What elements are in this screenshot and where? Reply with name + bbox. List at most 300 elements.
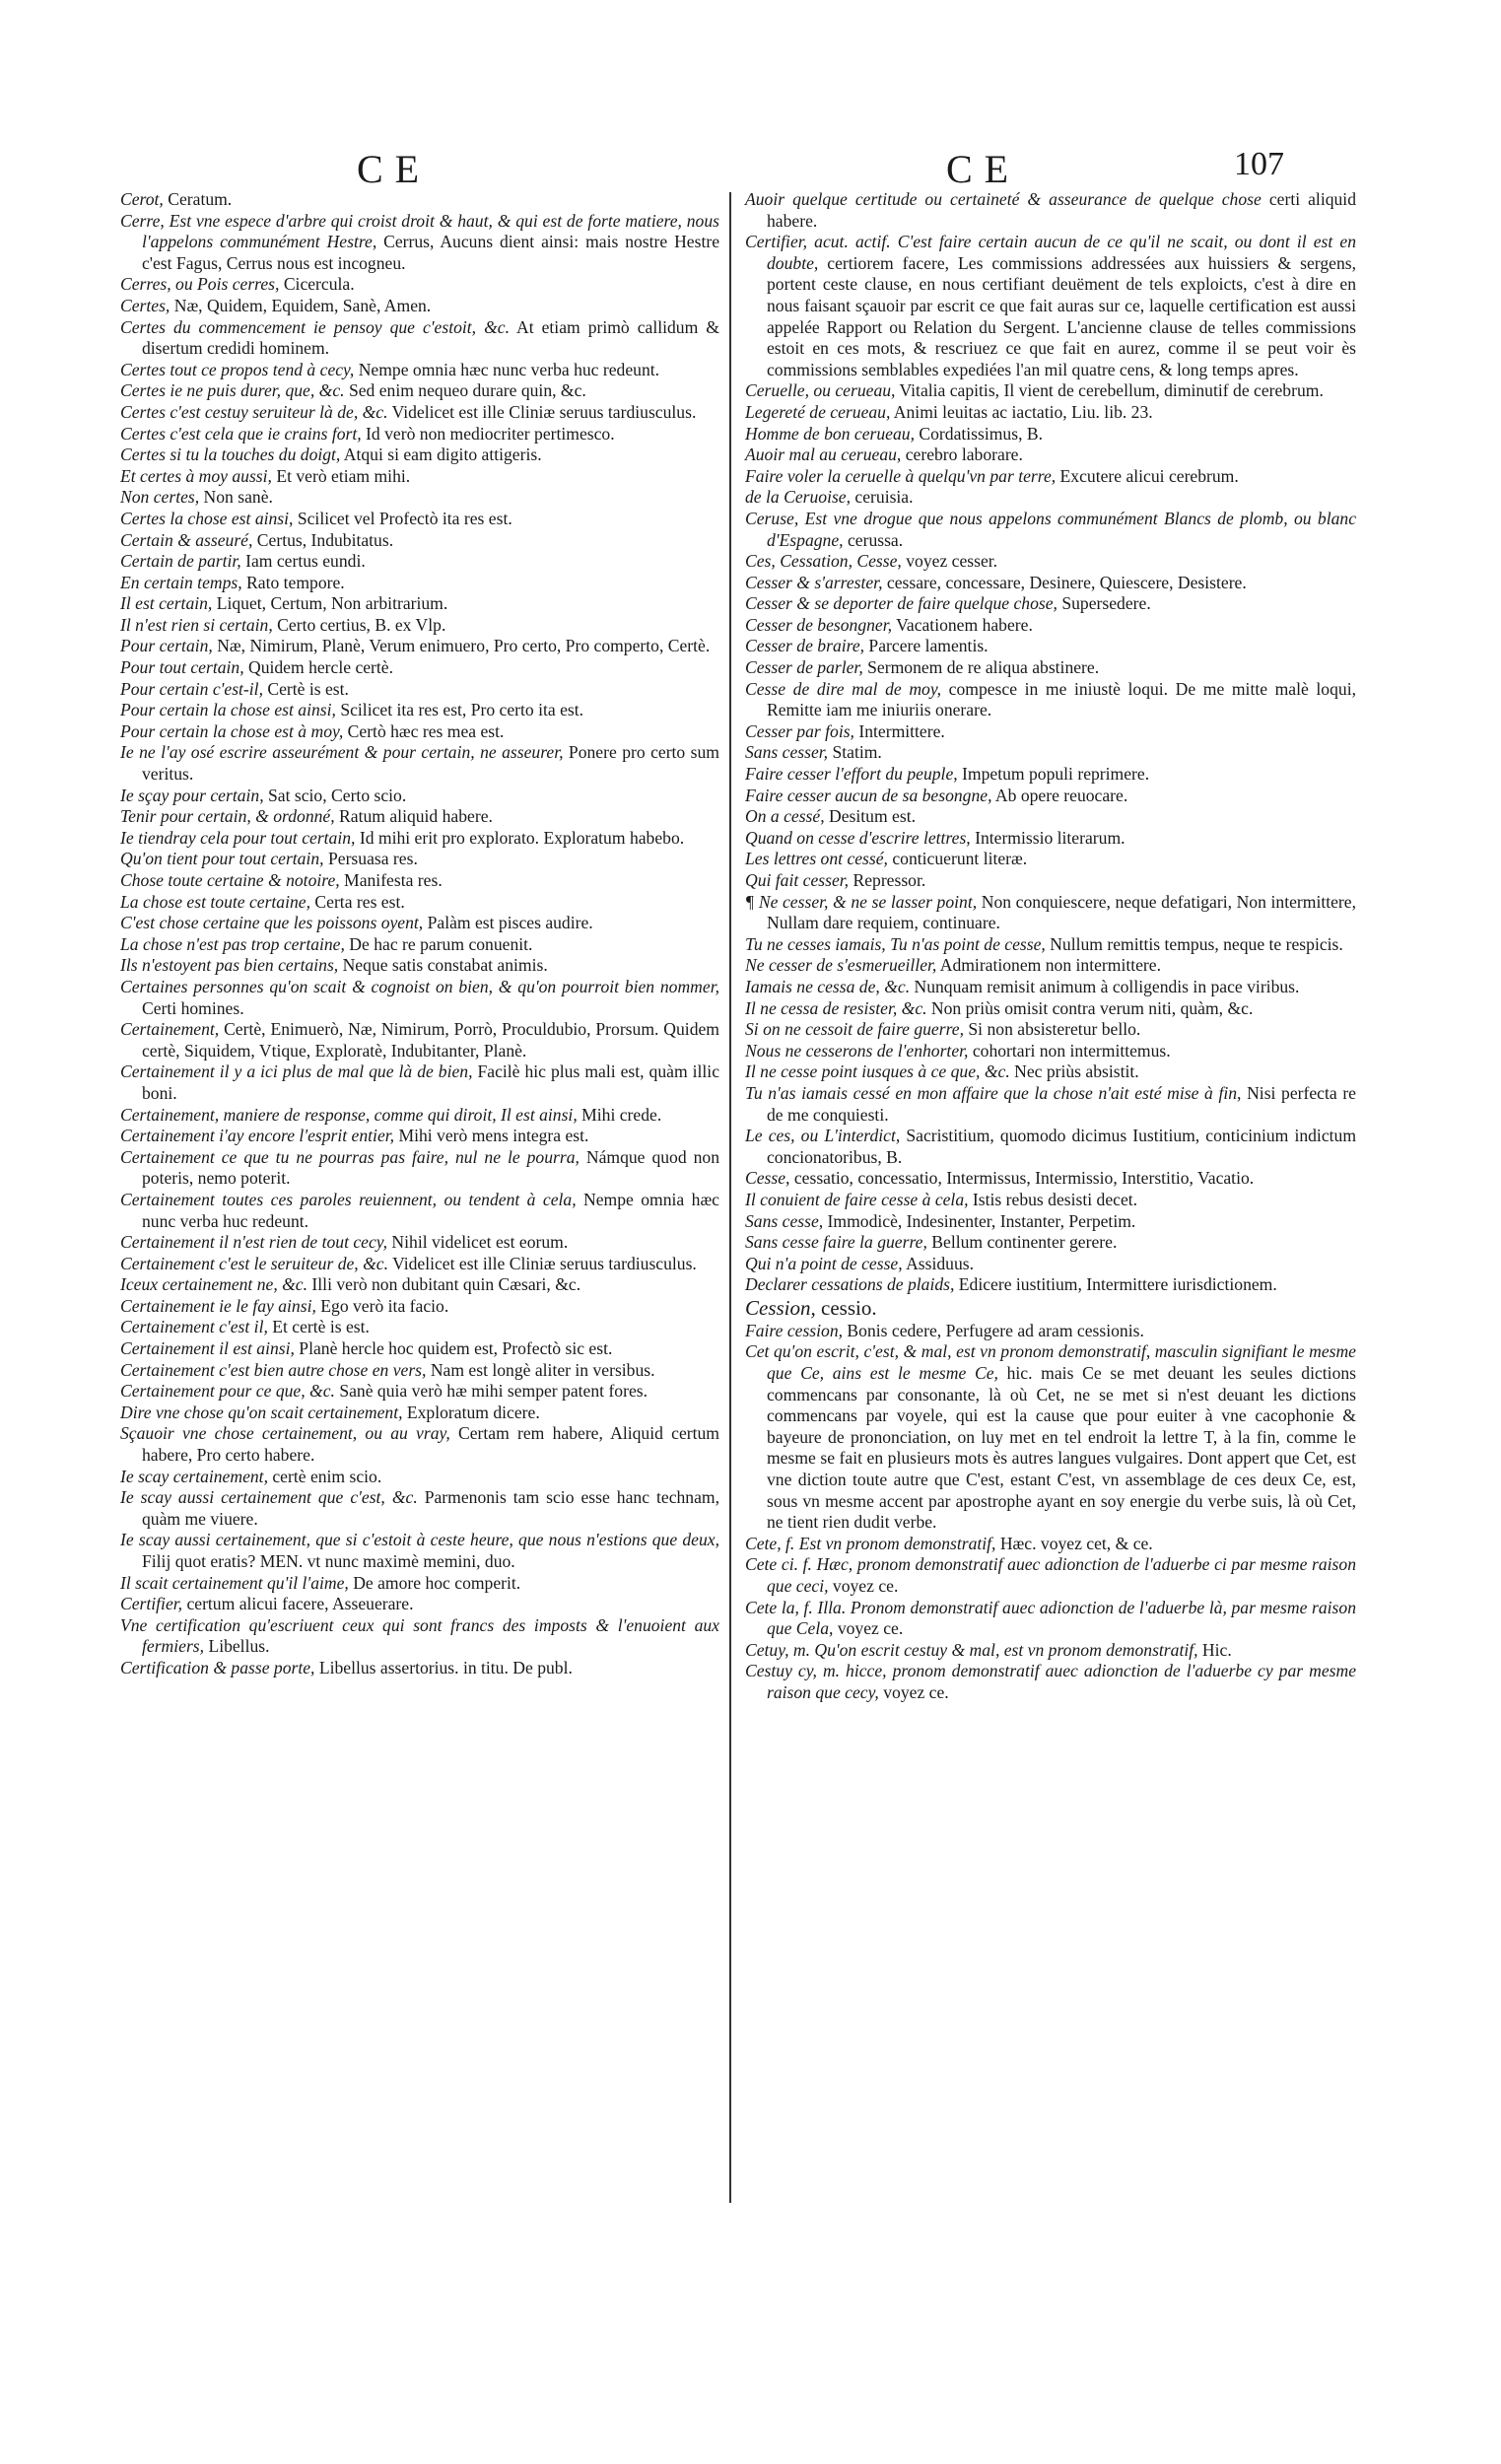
- dictionary-entry: [120, 955, 719, 977]
- latin-text: Nec priùs absistit.: [1009, 1061, 1139, 1082]
- french-text: Ces, Cessation, Cesse,: [745, 551, 902, 572]
- latin-text: Sermonem de re aliqua abstinere.: [862, 657, 1100, 678]
- latin-text: Mihi verò mens integra est.: [394, 1126, 589, 1146]
- dictionary-entry: [745, 657, 1356, 679]
- dictionary-entry: [745, 445, 1356, 466]
- latin-text: certè enim scio.: [267, 1466, 382, 1486]
- french-text: Cesser de parler,: [745, 657, 863, 678]
- dictionary-entry: [120, 466, 719, 488]
- french-text: Dire vne chose qu'on scait certainement,: [120, 1402, 403, 1422]
- latin-text: Libellus assertorius. in titu. De publ.: [314, 1657, 573, 1677]
- dictionary-entry: [120, 1126, 719, 1147]
- french-text: Ie tiendray cela pour tout certain,: [120, 827, 356, 848]
- french-text: Ils n'estoyent pas bien certains,: [120, 955, 339, 976]
- dictionary-entry: [120, 849, 719, 870]
- french-text: Certes tout ce propos tend à cecy,: [120, 359, 355, 379]
- dictionary-entry: [745, 573, 1356, 594]
- latin-text: Persuasa res.: [323, 849, 418, 869]
- latin-text: Et certè is est.: [267, 1317, 370, 1337]
- latin-text: Istis rebus desisti decet.: [968, 1189, 1138, 1209]
- dictionary-entry: [120, 1019, 719, 1061]
- latin-text: Illi verò non dubitant quin Cæsari, &c.: [307, 1274, 581, 1295]
- french-text: Les lettres ont cessé,: [745, 849, 888, 869]
- dictionary-entry: [745, 1041, 1356, 1062]
- latin-text: Quidem hercle certè.: [243, 657, 394, 678]
- french-text: Qui fait cesser,: [745, 870, 850, 890]
- french-text: Cesser & s'arrester,: [745, 572, 883, 592]
- french-text: Cetuy, m. Qu'on escrit cestuy & mal, est vn pronom demonstratif,: [745, 1639, 1198, 1660]
- latin-text: Ponere pro certo sum veritus.: [142, 742, 719, 785]
- dictionary-entry: [745, 977, 1356, 998]
- french-text: Ceruelle, ou cerueau,: [745, 380, 896, 401]
- latin-text: Id mihi erit pro explorato. Exploratum habebo.: [355, 827, 685, 848]
- dictionary-entry: [120, 509, 719, 530]
- page-number: 107: [1234, 146, 1284, 182]
- dictionary-entry: [745, 679, 1356, 721]
- dictionary-entry: [120, 679, 719, 701]
- latin-text: Non priùs omisit contra verum niti, quàm, &c.: [926, 997, 1254, 1018]
- latin-text: Id verò non mediocriter pertimesco.: [361, 423, 615, 444]
- dictionary-entry: [745, 1168, 1356, 1190]
- latin-text: Et verò etiam mihi.: [271, 465, 411, 486]
- french-text: Vne certification qu'escriuent ceux qui sont francs des imposts & l'enuoient aux fermiers,: [120, 1614, 719, 1657]
- french-text: Auoir quelque certitude ou certaineté & asseurance de quelque chose: [745, 189, 1262, 209]
- latin-text: Cicercula.: [279, 274, 355, 295]
- latin-text: Ab opere reuocare.: [991, 785, 1128, 805]
- french-text: Cesser de braire,: [745, 636, 865, 656]
- latin-text: Nunquam remisit animum à colligendis in pace viribus.: [910, 976, 1300, 996]
- dictionary-entry: [120, 615, 719, 637]
- latin-text: certi aliquid habere.: [767, 189, 1356, 231]
- latin-text: Bonis cedere, Perfugere ad aram cessionis.: [843, 1320, 1144, 1340]
- dictionary-entry: [745, 1274, 1356, 1296]
- dictionary-entry: [745, 764, 1356, 786]
- dictionary-entry: [120, 1254, 719, 1275]
- latin-text: Ego verò ita facio.: [315, 1295, 449, 1316]
- latin-text: At etiam primò callidum & disertum credidi hominem.: [142, 316, 719, 359]
- latin-text: Rato tempore.: [241, 572, 345, 592]
- latin-text: voyez ce.: [828, 1576, 899, 1596]
- latin-text: Nempe omnia hæc nunc verba huc redeunt.: [142, 1189, 719, 1231]
- french-text: Certainement c'est bien autre chose en vers,: [120, 1359, 427, 1380]
- latin-text: Næ, Nimirum, Planè, Verum enimuero, Pro certo, Pro comperto, Certè.: [212, 636, 711, 656]
- french-text: Cesse,: [745, 1168, 790, 1189]
- french-text: Cete, f. Est vn pronom demonstratif,: [745, 1533, 996, 1553]
- dictionary-entry: [120, 870, 719, 892]
- left-running-head: CE: [357, 147, 432, 191]
- french-text: Ie scay certainement,: [120, 1466, 268, 1486]
- dictionary-entry: [120, 424, 719, 445]
- dictionary-entry: [745, 232, 1356, 380]
- dictionary-entry: [120, 317, 719, 360]
- latin-text: Sat scio, Certo scio.: [263, 785, 407, 805]
- latin-text: cohortari non intermittemus.: [968, 1040, 1171, 1061]
- french-text: Certes,: [120, 295, 171, 315]
- latin-text: Nempe omnia hæc nunc verba huc redeunt.: [354, 359, 660, 379]
- french-text: Ceruse, Est vne drogue que nous appelons communément Blancs de plomb, ou blanc d'Espagne,: [745, 508, 1356, 550]
- french-text: Certaines personnes qu'on scait & cognoist on bien, & qu'on pourroit bien nommer,: [120, 976, 719, 996]
- latin-text: Nam est longè aliter in versibus.: [426, 1359, 655, 1380]
- french-text: Certifier, acut. actif. C'est faire certain aucun de ce qu'il ne scait, ou dont il est en doubte,: [745, 232, 1356, 273]
- dictionary-entry: [120, 636, 719, 657]
- french-text: Pour certain la chose est ainsi,: [120, 700, 336, 720]
- latin-text: Manifesta res.: [339, 870, 443, 890]
- dictionary-entry: [745, 1341, 1356, 1533]
- dictionary-entry: [745, 1232, 1356, 1254]
- dictionary-entry: [120, 934, 719, 956]
- latin-text: certiorem facere, Les commissions addressées aux huissiers & sergens, portent ceste clause, en nous certifiant deuëment de tels exploicts, c'est à dire en nous faisant sçauoir par escrit ce que fait auras sur ce, laquelle certification est aussi appelée Rapport ou Relation du Sergent. L'ancienne clause de telles commissions estoit en ces mots, & rescriuez ce que fait en aurez, comme il se peut voir ès commissions semblables expediées l'an mil quatre cens, & long temps apres.: [767, 252, 1356, 379]
- french-text: Certes si tu la touches du doigt,: [120, 445, 341, 465]
- latin-text: Facilè hic plus mali est, quàm illic boni.: [142, 1061, 720, 1103]
- latin-text: Certò hæc res mea est.: [343, 720, 505, 741]
- french-text: Certain & asseuré,: [120, 529, 253, 550]
- french-text: Certainement ie le fay ainsi,: [120, 1295, 316, 1316]
- french-text: Pour tout certain,: [120, 657, 244, 678]
- latin-text: Palàm est pisces audire.: [423, 913, 593, 933]
- dictionary-entry: [120, 1232, 719, 1254]
- french-text: Il scait certainement qu'il l'aime,: [120, 1572, 349, 1593]
- french-text: Il ne cesse point iusques à ce que, &c.: [745, 1061, 1010, 1082]
- latin-text: voyez ce.: [878, 1681, 949, 1702]
- latin-text: cessio.: [815, 1295, 877, 1320]
- french-text: Qui n'a point de cesse,: [745, 1253, 903, 1273]
- dictionary-entry: [745, 955, 1356, 977]
- french-text: Cete la, f. Illa. Pronom demonstratif auec adionction de l'aduerbe là, par mesme raison que Cela,: [745, 1597, 1356, 1639]
- latin-text: Bellum continenter gerere.: [926, 1232, 1118, 1253]
- latin-text: Nullum remittis tempus, neque te respicis.: [1045, 933, 1343, 954]
- latin-text: Certa res est.: [310, 891, 405, 912]
- french-text: Ie scay aussi certainement que c'est, &c.: [120, 1487, 418, 1508]
- latin-text: Filij quot eratis? MEN. vt nunc maximè memini, duo.: [142, 1551, 515, 1571]
- french-text: Tenir pour certain, & ordonné,: [120, 806, 335, 827]
- right-running-head: CE: [946, 147, 1021, 191]
- french-text: Ne cesser de s'esmerueiller,: [745, 955, 937, 976]
- right-column: [745, 189, 1356, 1704]
- latin-text: Videlicet est ille Cliniæ seruus tardiusculus.: [387, 401, 697, 422]
- latin-text: Intermittere.: [853, 720, 945, 741]
- latin-text: Scilicet ita res est, Pro certo ita est.: [335, 700, 584, 720]
- latin-text: Repressor.: [849, 870, 926, 890]
- french-text: Qu'on tient pour tout certain,: [120, 849, 324, 869]
- french-text: Certainement pour ce que, &c.: [120, 1381, 335, 1402]
- dictionary-entry: [745, 487, 1356, 509]
- dictionary-entry: [745, 593, 1356, 615]
- latin-text: Nihil videlicet est eorum.: [387, 1232, 569, 1253]
- latin-text: Scilicet vel Profectò ita res est.: [293, 508, 512, 528]
- french-text: Certainement, maniere de response, comme qui diroit, Il est ainsi,: [120, 1104, 578, 1125]
- french-text: Non certes,: [120, 487, 200, 508]
- dictionary-entry: [745, 1019, 1356, 1041]
- french-text: Cesse de dire mal de moy,: [745, 678, 942, 699]
- french-text: Certes c'est cela que ie crains fort,: [120, 423, 362, 444]
- latin-text: Edicere iustitium, Intermittere iurisdictionem.: [954, 1274, 1277, 1295]
- french-text: Cesser par fois,: [745, 720, 854, 741]
- latin-text: Neque satis constabat animis.: [338, 955, 548, 976]
- dictionary-entry: [120, 274, 719, 296]
- dictionary-entry: [745, 1640, 1356, 1662]
- latin-text: voyez ce.: [833, 1618, 904, 1639]
- dictionary-entry: [745, 1254, 1356, 1275]
- dictionary-entry: [120, 1423, 719, 1466]
- latin-text: Nisi perfecta re de me conquiesti.: [767, 1082, 1356, 1125]
- latin-text: Videlicet est ille Cliniæ seruus tardiusculus.: [388, 1253, 697, 1273]
- latin-text: conticuerunt literæ.: [887, 849, 1028, 869]
- latin-text: cessatio, concessatio, Intermissus, Intermissio, Interstitio, Vacatio.: [789, 1168, 1255, 1189]
- dictionary-entry: [745, 551, 1356, 573]
- french-text: Cestuy cy, m. hicce, pronom demonstratif auec adionction de l'aduerbe cy par mesme raison que cecy,: [745, 1661, 1356, 1702]
- dictionary-entry: [120, 360, 719, 381]
- dictionary-entry: [120, 1573, 719, 1595]
- french-text: Certainement c'est le seruiteur de, &c.: [120, 1253, 388, 1273]
- latin-text: Supersedere.: [1057, 593, 1151, 614]
- latin-text: Vacationem habere.: [892, 614, 1033, 635]
- dictionary-entry: [745, 892, 1356, 934]
- dictionary-entry: [120, 445, 719, 466]
- latin-text: Mihi crede.: [577, 1104, 662, 1125]
- french-text: Si on ne cessoit de faire guerre,: [745, 1019, 964, 1040]
- latin-text: Certam rem habere, Aliquid certum habere, Pro certo habere.: [142, 1423, 719, 1466]
- latin-text: cessare, concessare, Desinere, Quiescere, Desistere.: [882, 572, 1247, 592]
- french-text: Ie ne l'ay osé escrire asseurément & pour certain, ne asseurer,: [120, 742, 564, 763]
- dictionary-entry: [120, 1381, 719, 1403]
- french-text: Certes du commencement ie pensoy que c'estoit, &c.: [120, 316, 510, 337]
- dictionary-entry: [745, 828, 1356, 850]
- dictionary-entry: [745, 636, 1356, 657]
- dictionary-entry: [745, 1661, 1356, 1703]
- dictionary-entry: [120, 211, 719, 275]
- french-text: Auoir mal au cerueau,: [745, 445, 902, 465]
- latin-text: Admirationem non intermittere.: [936, 955, 1162, 976]
- dictionary-entry: [745, 1321, 1356, 1342]
- latin-text: Certè is est.: [262, 678, 349, 699]
- french-text: Cerre, Est vne espece d'arbre qui croist droit & haut, & qui est de forte matiere, nous l'appelons communément Hestre,: [120, 210, 719, 252]
- french-text: Certes la chose est ainsi,: [120, 508, 294, 528]
- dictionary-entry: [745, 1534, 1356, 1555]
- column-divider: [729, 192, 731, 2203]
- french-text: Le ces, ou L'interdict,: [745, 1126, 901, 1146]
- latin-text: Cerrus, Aucuns dient ainsi: mais nostre Hestre c'est Fagus, Cerrus nous est incogneu.: [142, 232, 719, 273]
- dictionary-entry: [745, 1598, 1356, 1640]
- dictionary-entry: [120, 806, 719, 828]
- latin-text: compesce in me iniustè loqui. De me mitte malè loqui, Remitte iam me iniuriis onerare.: [767, 678, 1356, 720]
- french-text: Quand on cesse d'escrire lettres,: [745, 827, 971, 848]
- french-text: La chose est toute certaine,: [120, 891, 310, 912]
- french-text: Ie sçay pour certain,: [120, 785, 264, 805]
- dictionary-entry: [120, 573, 719, 594]
- latin-text: Animi leuitas ac iactatio, Liu. lib. 23.: [890, 401, 1153, 422]
- french-text: Certainement,: [120, 1019, 220, 1040]
- dictionary-entry: [120, 1360, 719, 1382]
- french-text: Certainement il est ainsi,: [120, 1338, 295, 1359]
- dictionary-entry: [745, 424, 1356, 445]
- dictionary-entry: [745, 849, 1356, 870]
- latin-text: Libellus.: [204, 1636, 270, 1657]
- dictionary-entry: [120, 1317, 719, 1338]
- dictionary-entry: [120, 892, 719, 914]
- french-text: Pour certain c'est-il,: [120, 678, 263, 699]
- dictionary-entry: [120, 1467, 719, 1488]
- latin-text: De amore hoc comperit.: [348, 1572, 521, 1593]
- latin-text: Sacristitium, quomodo dicimus Iustitium, conticinium indictum concionatoribus, B.: [767, 1126, 1356, 1167]
- dictionary-entry: [120, 1274, 719, 1296]
- latin-text: voyez cesser.: [901, 551, 998, 572]
- latin-text: Certus, Indubitatus.: [252, 529, 394, 550]
- french-text: Certifier,: [120, 1594, 183, 1614]
- dictionary-entry: [745, 786, 1356, 807]
- dictionary-entry: [745, 806, 1356, 828]
- french-text: Il ne cessa de resister, &c.: [745, 997, 927, 1018]
- latin-text: Si non absisteretur bello.: [964, 1019, 1141, 1040]
- latin-text: Atqui si eam digito attigeris.: [340, 445, 542, 465]
- dictionary-entry: [745, 466, 1356, 488]
- french-text: Cete ci. f. Hæc, pronom demonstratif auec adionction de l'aduerbe ci par mesme raison que ceci,: [745, 1554, 1356, 1596]
- french-text: Et certes à moy aussi,: [120, 465, 272, 486]
- latin-text: Námque quod non poteris, nemo poterit.: [142, 1146, 719, 1189]
- latin-text: Non conquiescere, neque defatigari, Non intermittere, Nullam dare requiem, continuare.: [767, 891, 1356, 933]
- french-text: Faire cession,: [745, 1320, 844, 1340]
- dictionary-entry: [120, 977, 719, 1019]
- dictionary-entry: [745, 1061, 1356, 1083]
- french-text: Certainement il y a ici plus de mal que là de bien,: [120, 1061, 473, 1082]
- dictionary-entry: [745, 189, 1356, 232]
- dictionary-entry: [120, 530, 719, 552]
- french-text: Certainement c'est il,: [120, 1317, 268, 1337]
- french-text: Sans cesse,: [745, 1210, 824, 1231]
- french-text: Cerot,: [120, 189, 164, 209]
- dictionary-entry: [120, 742, 719, 785]
- french-text: Nous ne cesserons de l'enhorter,: [745, 1040, 969, 1061]
- latin-text: cerebro laborare.: [901, 445, 1023, 465]
- dictionary-entry: [120, 721, 719, 743]
- dictionary-entry: [120, 593, 719, 615]
- french-text: On a cessé,: [745, 806, 825, 827]
- french-text: Il n'est rien si certain,: [120, 614, 273, 635]
- french-text: Certes c'est cestuy seruiteur là de, &c.: [120, 401, 388, 422]
- dictionary-entry: [745, 721, 1356, 743]
- french-text: Cesser & se deporter de faire quelque chose,: [745, 593, 1058, 614]
- latin-text: Næ, Quidem, Equidem, Sanè, Amen.: [170, 295, 432, 315]
- latin-text: Certi homines.: [142, 997, 244, 1018]
- french-text: Ie scay aussi certainement, que si c'estoit à ceste heure, que nous n'estions que deux,: [120, 1530, 719, 1550]
- dictionary-entry: [120, 1530, 719, 1572]
- french-text: Tu ne cesses iamais, Tu n'as point de cesse,: [745, 933, 1046, 954]
- dictionary-entry: [120, 1615, 719, 1658]
- dictionary-entry: [745, 1190, 1356, 1211]
- latin-text: Vitalia capitis, Il vient de cerebellum, diminutif de cerebrum.: [895, 380, 1324, 401]
- french-text: Sçauoir vne chose certainement, ou au vray,: [120, 1423, 450, 1444]
- french-text: Cerres, ou Pois cerres,: [120, 274, 280, 295]
- dictionary-entry: [745, 615, 1356, 637]
- dictionary-entry: [120, 1061, 719, 1104]
- french-text: ¶ Ne cesser, & ne se lasser point,: [745, 891, 978, 912]
- french-text: Sans cesser,: [745, 742, 829, 763]
- latin-text: Desitum est.: [824, 806, 916, 827]
- french-text: En certain temps,: [120, 572, 242, 592]
- latin-text: De hac re parum conuenit.: [344, 933, 533, 954]
- dictionary-entry: [120, 1105, 719, 1127]
- dictionary-entry: [120, 657, 719, 679]
- dictionary-entry: [745, 1126, 1356, 1168]
- dictionary-entry: [120, 402, 719, 424]
- french-text: Certainement ce que tu ne pourras pas faire, nul ne le pourra,: [120, 1146, 580, 1167]
- french-text: Il est certain,: [120, 593, 213, 614]
- dictionary-entry: [745, 1211, 1356, 1233]
- dictionary-entry: [120, 1594, 719, 1615]
- french-text: de la Ceruoise,: [745, 487, 852, 508]
- dictionary-entry: [120, 1487, 719, 1530]
- french-text: Tu n'as iamais cessé en mon affaire que la chose n'ait esté mise à fin,: [745, 1082, 1242, 1103]
- latin-text: Hæc. voyez cet, & ce.: [995, 1533, 1153, 1553]
- latin-text: Ratum aliquid habere.: [334, 806, 493, 827]
- dictionary-entry: [745, 1296, 1356, 1321]
- latin-text: Certè, Enimuerò, Næ, Nimirum, Porrò, Proculdubio, Prorsum. Quidem certè, Siquidem, Vtique, Exploratè, Indubitanter, Planè.: [142, 1019, 719, 1061]
- french-text: Certes ie ne puis durer, que, &c.: [120, 380, 345, 401]
- french-text: Cession,: [745, 1295, 816, 1320]
- dictionary-entry: [120, 1403, 719, 1424]
- latin-text: certum alicui facere, Asseuerare.: [182, 1594, 414, 1614]
- latin-text: Certo certius, B. ex Vlp.: [272, 614, 446, 635]
- latin-text: Excutere alicui cerebrum.: [1056, 465, 1239, 486]
- dictionary-entry: [120, 786, 719, 807]
- french-text: Iamais ne cessa de, &c.: [745, 976, 911, 996]
- latin-text: Exploratum dicere.: [402, 1402, 540, 1422]
- latin-text: Liquet, Certum, Non arbitrarium.: [212, 593, 448, 614]
- dictionary-entry: [120, 380, 719, 402]
- french-text: C'est chose certaine que les poissons oyent,: [120, 913, 424, 933]
- french-text: Cet qu'on escrit, c'est, & mal, est vn pronom demonstratif, masculin signifiant le mesme que Ce, ains est le mesme Ce,: [745, 1341, 1356, 1384]
- french-text: Certainement il n'est rien de tout cecy,: [120, 1232, 388, 1253]
- latin-text: Parcere lamentis.: [864, 636, 989, 656]
- latin-text: Cordatissimus, B.: [914, 423, 1043, 444]
- french-text: Legereté de cerueau,: [745, 401, 891, 422]
- french-text: Sans cesse faire la guerre,: [745, 1232, 927, 1253]
- dictionary-entry: [120, 828, 719, 850]
- french-text: Certainement toutes ces paroles reuiennent, ou tendent à cela,: [120, 1189, 577, 1209]
- french-text: Iceux certainement ne, &c.: [120, 1274, 308, 1295]
- french-text: Pour certain la chose est à moy,: [120, 720, 344, 741]
- latin-text: Assiduus.: [902, 1253, 974, 1273]
- french-text: Certain de partir,: [120, 551, 241, 572]
- dictionary-entry: [120, 1147, 719, 1190]
- dictionary-entry: [120, 487, 719, 509]
- dictionary-entry: [120, 1338, 719, 1360]
- french-text: Faire voler la ceruelle à quelqu'vn par terre,: [745, 465, 1057, 486]
- french-text: Cesser de besongner,: [745, 614, 893, 635]
- dictionary-entry: [745, 402, 1356, 424]
- french-text: Faire cesser l'effort du peuple,: [745, 764, 958, 785]
- french-text: Homme de bon cerueau,: [745, 423, 915, 444]
- latin-text: Ceratum.: [163, 189, 233, 209]
- latin-text: Parmenonis tam scio esse hanc technam, quàm me viuere.: [142, 1487, 719, 1529]
- french-text: Certification & passe porte,: [120, 1657, 315, 1677]
- latin-text: Planè hercle hoc quidem est, Profectò sic est.: [294, 1338, 613, 1359]
- latin-text: Non sanè.: [199, 487, 273, 508]
- french-text: Il conuient de faire cesse à cela,: [745, 1189, 969, 1209]
- latin-text: Sed enim nequeo durare quin, &c.: [344, 380, 586, 401]
- latin-text: Sanè quia verò hæ mihi semper patent fores.: [334, 1381, 648, 1402]
- dictionary-entry: [120, 551, 719, 573]
- latin-text: Impetum populi reprimere.: [957, 764, 1150, 785]
- dictionary-entry: [745, 1554, 1356, 1597]
- dictionary-entry: [745, 380, 1356, 402]
- dictionary-entry: [745, 998, 1356, 1020]
- latin-text: Immodicè, Indesinenter, Instanter, Perpetim.: [823, 1210, 1136, 1231]
- dictionary-entry: [120, 1658, 719, 1679]
- dictionary-entry: [120, 296, 719, 317]
- dictionary-entry: [120, 189, 719, 211]
- dictionary-entry: [745, 870, 1356, 892]
- dictionary-entry: [120, 1190, 719, 1232]
